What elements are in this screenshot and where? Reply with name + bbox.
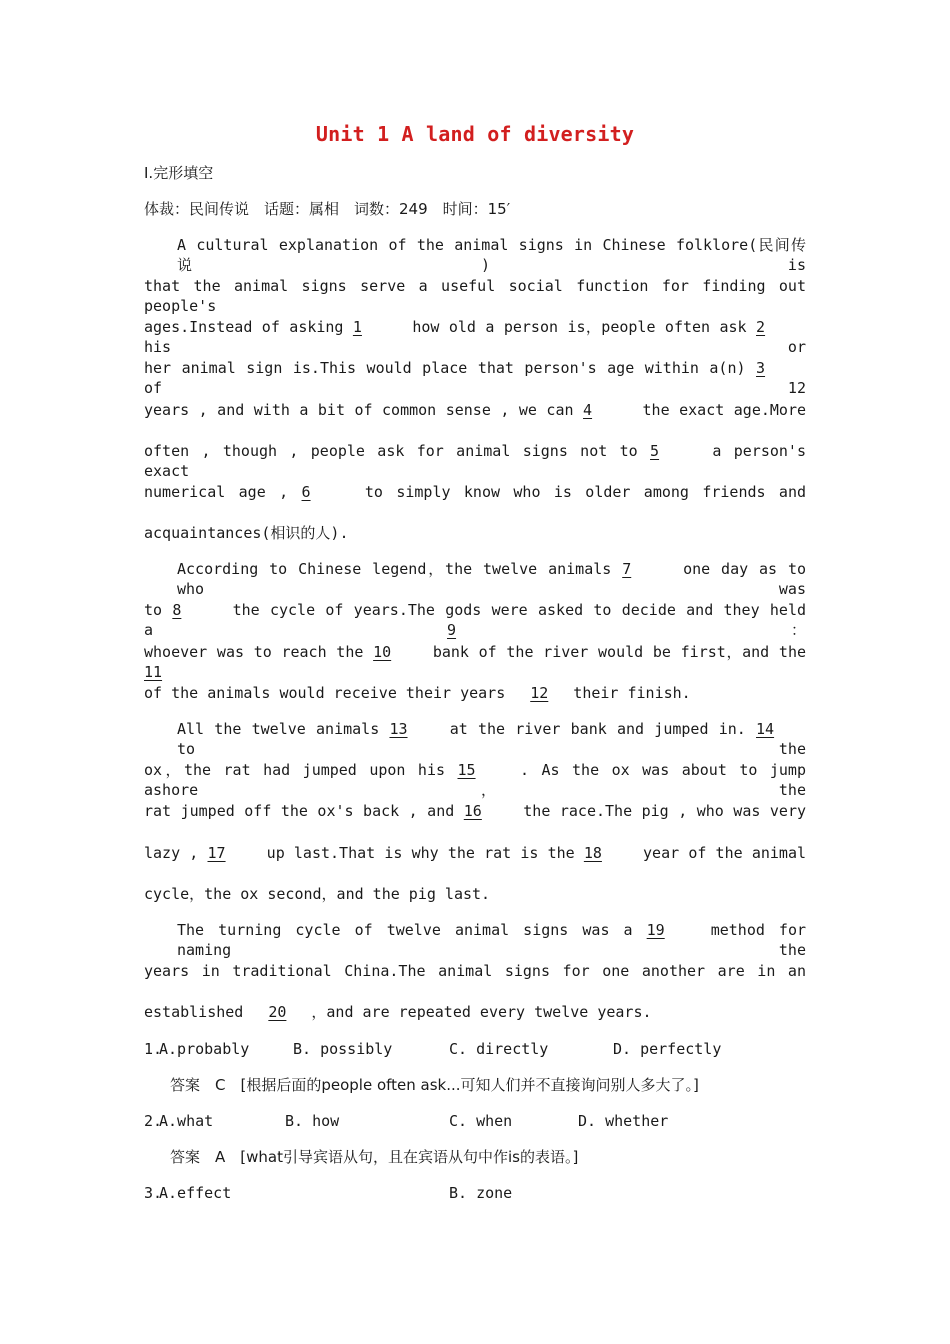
- passage-text: to: [144, 601, 163, 619]
- cloze-blank[interactable]: 13: [389, 720, 408, 738]
- passage-text: All the twelve animals: [177, 720, 380, 738]
- answer-explanation: 答案 A [what引导宾语从句，且在宾语从句中作is的表语。]: [170, 1148, 579, 1166]
- cloze-blank[interactable]: 16: [463, 802, 482, 820]
- passage-text: ages.Instead of asking: [144, 318, 344, 336]
- page-title: Unit 1 A land of diversity: [315, 122, 635, 146]
- passage-text: . As the ox was about to jump ashore，the: [144, 761, 806, 799]
- passage-text: how old a person is，people often ask: [412, 318, 747, 336]
- answer-option[interactable]: B. zone: [449, 1184, 513, 1202]
- cloze-blank[interactable]: 6: [301, 483, 311, 501]
- passage-text: the race.The pig , who was very: [523, 802, 807, 820]
- question-number: 3.: [144, 1184, 163, 1202]
- passage-line: [144, 843, 806, 863]
- cloze-blank[interactable]: 1: [352, 318, 362, 336]
- passage-line: [144, 683, 691, 703]
- passage-text: the cycle of years.The gods were asked to decide and they held a: [144, 601, 806, 639]
- passage-text: acquaintances(相识的人).: [144, 524, 349, 542]
- answer-option[interactable]: D. perfectly: [613, 1040, 722, 1058]
- answer-option[interactable]: A.effect: [159, 1184, 232, 1202]
- passage-text: method for naming the: [177, 921, 807, 959]
- cloze-blank[interactable]: 14: [756, 720, 775, 738]
- passage-line: [144, 358, 806, 398]
- section-label: Ⅰ.完形填空: [144, 164, 214, 182]
- answer-explanation: 答案 C [根据后面的people often ask...可知人们并不直接询问别人多大了。]: [170, 1076, 699, 1094]
- passage-line: [144, 441, 806, 481]
- passage-text: year of the animal: [643, 844, 807, 862]
- passage-text: rat jumped off the ox's back , and: [144, 802, 455, 820]
- passage-text: that the animal signs serve a useful social function for finding out people's: [144, 277, 806, 315]
- passage-line: [144, 600, 806, 640]
- cloze-blank[interactable]: 11: [144, 663, 163, 681]
- cloze-blank[interactable]: 20: [268, 1003, 287, 1021]
- cloze-blank[interactable]: 4: [583, 401, 593, 419]
- passage-text: The turning cycle of twelve animal signs was a: [177, 921, 633, 939]
- passage-line: [144, 276, 806, 316]
- answer-option[interactable]: D. whether: [578, 1112, 669, 1130]
- passage-line: [144, 801, 806, 821]
- cloze-blank[interactable]: 2: [756, 318, 766, 336]
- passage-text: ，and are repeated every twelve years.: [311, 1003, 652, 1021]
- cloze-blank[interactable]: 10: [373, 643, 392, 661]
- passage-text: the exact age.More: [642, 401, 807, 419]
- cloze-blank[interactable]: 8: [172, 601, 182, 619]
- passage-text: one day as to who was: [177, 560, 807, 598]
- passage-line: [144, 482, 806, 502]
- cloze-blank[interactable]: 17: [207, 844, 226, 862]
- passage-text: a person's exact: [144, 442, 806, 480]
- passage-text: his or: [144, 338, 806, 356]
- cloze-blank[interactable]: 15: [457, 761, 476, 779]
- cloze-blank[interactable]: 7: [622, 560, 632, 578]
- passage-text: years , and with a bit of common sense , we can: [144, 401, 574, 419]
- passage-line: [144, 642, 806, 682]
- passage-text: whoever was to reach the: [144, 643, 364, 661]
- passage-text: ox，the rat had jumped upon his: [144, 761, 446, 779]
- answer-option[interactable]: C. when: [449, 1112, 513, 1130]
- cloze-blank[interactable]: 18: [583, 844, 602, 862]
- passage-line: [177, 719, 806, 759]
- passage-line: [144, 961, 806, 981]
- cloze-blank[interactable]: 12: [530, 684, 549, 702]
- passage-text: lazy ,: [144, 844, 199, 862]
- answer-option[interactable]: B. how: [285, 1112, 340, 1130]
- passage-text: to the: [177, 740, 806, 758]
- passage-text: years in traditional China.The animal signs for one another are in an: [144, 962, 806, 980]
- cloze-blank[interactable]: 19: [646, 921, 665, 939]
- cloze-blank[interactable]: 5: [650, 442, 660, 460]
- passage-text: established: [144, 1003, 244, 1021]
- passage-text: ：: [791, 621, 807, 639]
- passage-line: [144, 884, 490, 904]
- passage-text: numerical age ,: [144, 483, 289, 501]
- answer-option[interactable]: B. possibly: [293, 1040, 393, 1058]
- cloze-blank[interactable]: 9: [447, 621, 457, 639]
- passage-text: of 12: [144, 379, 806, 397]
- passage-text: up last.That is why the rat is the: [266, 844, 575, 862]
- passage-line: [177, 235, 806, 275]
- question-number: 1.: [144, 1040, 163, 1058]
- section-meta: 体裁：民间传说 话题：属相 词数：249 时间：15′: [144, 200, 511, 218]
- passage-line: [144, 317, 806, 357]
- passage-text: A cultural explanation of the animal signs in Chinese folklore(民间传说) is: [177, 236, 806, 274]
- question-number: 2.: [144, 1112, 163, 1130]
- passage-line: [177, 920, 806, 960]
- passage-text: According to Chinese legend，the twelve animals: [177, 560, 612, 578]
- passage-line: [177, 559, 806, 599]
- passage-text: her animal sign is.This would place that person's age within a(n): [144, 359, 746, 377]
- passage-text: at the river bank and jumped in.: [449, 720, 746, 738]
- passage-text: cycle，the ox second，and the pig last.: [144, 885, 491, 903]
- answer-option[interactable]: A.probably: [159, 1040, 250, 1058]
- passage-line: [144, 400, 806, 420]
- passage-line: [144, 760, 806, 800]
- passage-text: of the animals would receive their years: [144, 684, 506, 702]
- passage-line: [144, 523, 349, 543]
- passage-line: [144, 1002, 652, 1022]
- answer-option[interactable]: A.what: [159, 1112, 214, 1130]
- passage-text: to simply know who is older among friends and: [364, 483, 807, 501]
- cloze-blank[interactable]: 3: [756, 359, 766, 377]
- passage-text: often , though , people ask for animal signs not to: [144, 442, 638, 460]
- passage-text: their finish.: [573, 684, 691, 702]
- answer-option[interactable]: C. directly: [449, 1040, 549, 1058]
- passage-text: bank of the river would be first，and the: [432, 643, 807, 661]
